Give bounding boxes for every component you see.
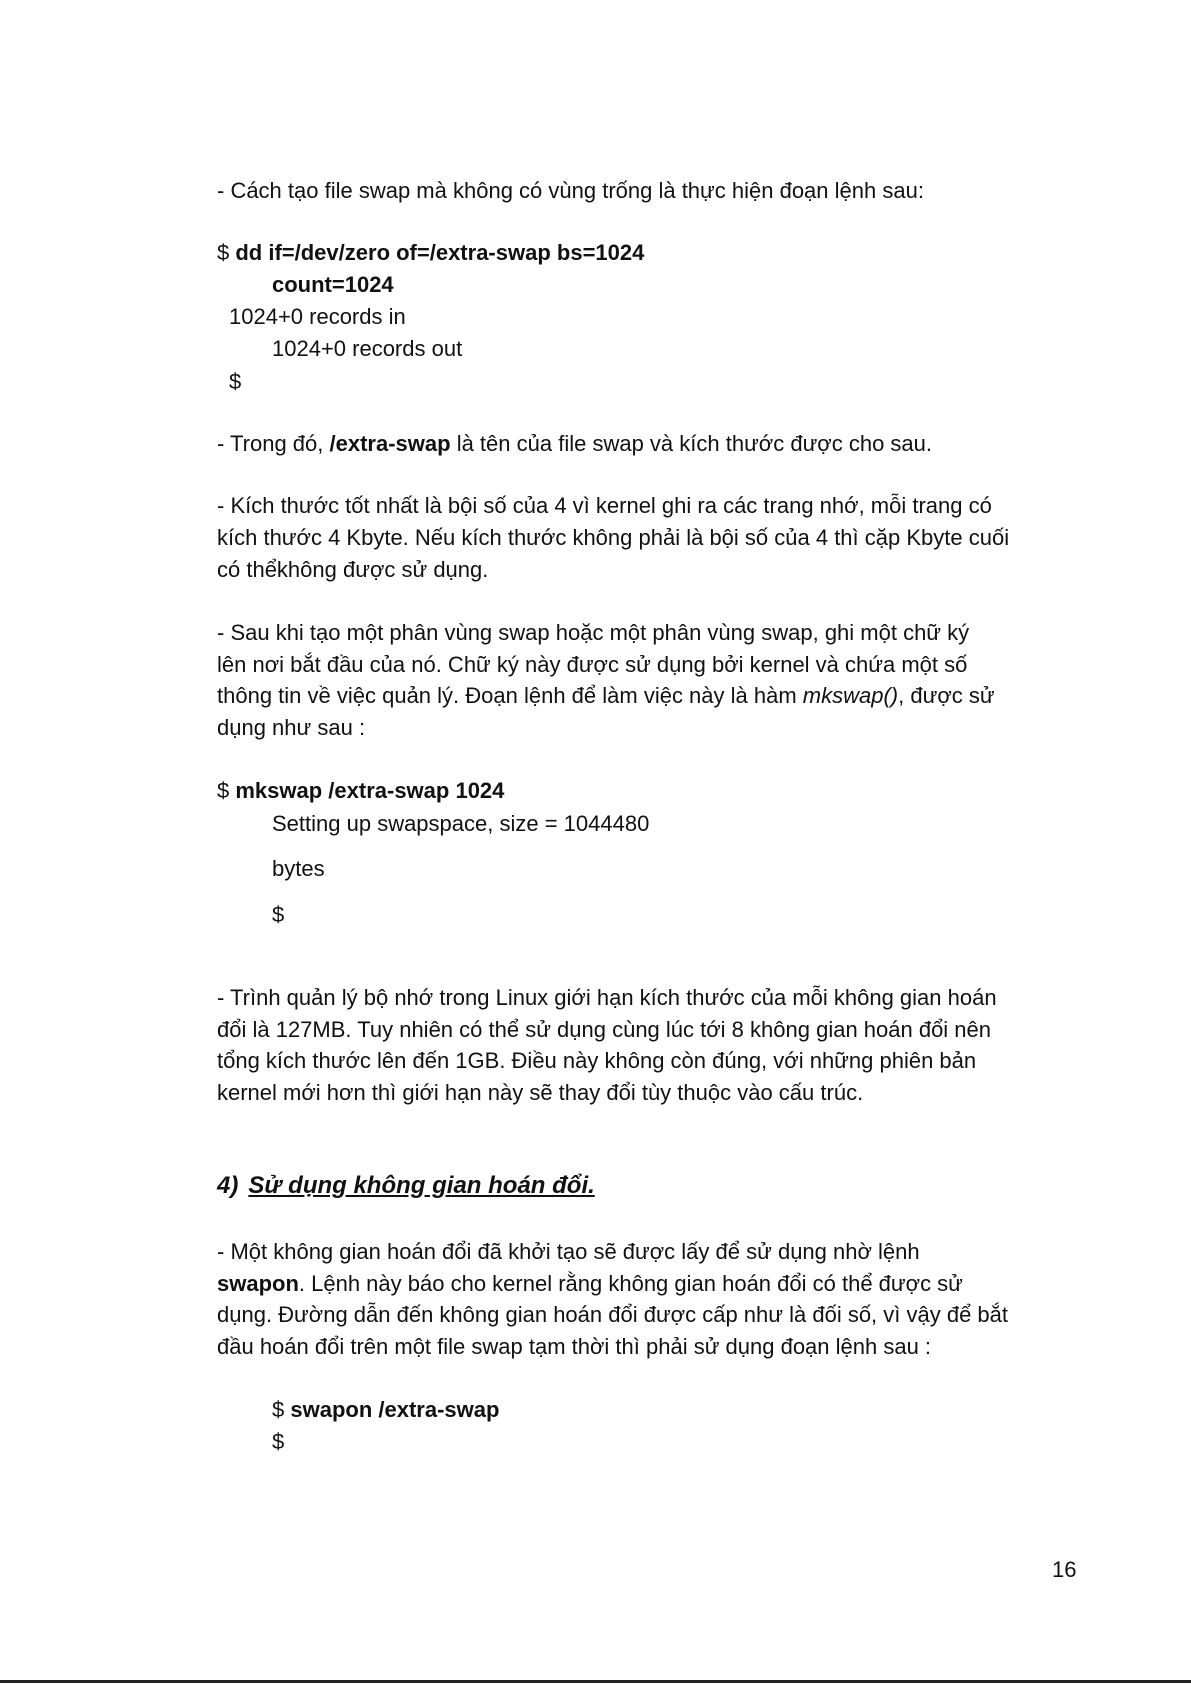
shell-prompt: $ [229, 369, 242, 394]
command-output-line: bytes [272, 856, 325, 881]
command-swapon [272, 1394, 499, 1425]
paragraph-signature-line: - Sau khi tạo một phân vùng swap hoặc một phân vùng swap, ghi một chữ ký [217, 620, 970, 645]
command-output-line: 1024+0 records in [229, 304, 406, 329]
paragraph-swapon-line [217, 1268, 963, 1299]
text: thông tin về việc quản lý. Đoạn lệnh để làm việc này là hàm [217, 683, 803, 708]
prompt: $ [217, 778, 236, 803]
paragraph-size-line: có thểkhông được sử dụng. [217, 557, 489, 582]
command-text: swapon /extra-swap [290, 1397, 500, 1422]
paragraph-limit-line: đổi là 127MB. Tuy nhiên có thể sử dụng cùng lúc tới 8 không gian hoán đổi nên [217, 1017, 992, 1042]
term-swapon: swapon [217, 1271, 299, 1296]
prompt: $ [272, 1397, 291, 1422]
command-output-line: Setting up swapspace, size = 1044480 [272, 811, 650, 836]
section-heading [217, 1170, 595, 1202]
paragraph-signature-line: dụng như sau : [217, 715, 366, 740]
paragraph-size-line: - Kích thước tốt nhất là bội số của 4 vì kernel ghi ra các trang nhớ, mỗi trang có [217, 493, 992, 518]
command-output-line: 1024+0 records out [272, 336, 463, 361]
function-mkswap: mkswap() [802, 683, 899, 708]
shell-prompt: $ [272, 902, 285, 927]
text: . Lệnh này báo cho kernel rằng không gian hoán đổi có thể được sử [298, 1271, 963, 1296]
shell-prompt: $ [272, 1429, 285, 1454]
command-mkswap [217, 775, 504, 806]
section-number: 4) [217, 1172, 239, 1199]
prompt: $ [217, 240, 236, 265]
page-number: 16 [1052, 1557, 1077, 1582]
command-dd-continuation: count=1024 [272, 272, 394, 297]
paragraph-size-line: kích thước 4 Kbyte. Nếu kích thước không phải là bội số của 4 thì cặp Kbyte cuối [217, 525, 1010, 550]
command-text: dd if=/dev/zero of=/extra-swap bs=1024 [235, 240, 645, 265]
paragraph-swapon-line: - Một không gian hoán đổi đã khởi tạo sẽ được lấy để sử dụng nhờ lệnh [217, 1239, 920, 1264]
paragraph-signature-line [217, 680, 995, 711]
text: , được sử [898, 683, 995, 708]
paragraph-swapon-line: đầu hoán đổi trên một file swap tạm thời thì phải sử dụng đoạn lệnh sau : [217, 1334, 932, 1359]
bottom-border-line [0, 1680, 1191, 1683]
paragraph-limit-line: kernel mới hơn thì giới hạn này sẽ thay đổi tùy thuộc vào cấu trúc. [217, 1080, 864, 1105]
command-text: mkswap /extra-swap 1024 [235, 778, 505, 803]
paragraph-extra-swap-explain [217, 428, 932, 459]
text: là tên của file swap và kích thước được cho sau. [450, 431, 932, 456]
paragraph-swap-file-intro: - Cách tạo file swap mà không có vùng trống là thực hiện đoạn lệnh sau: [217, 178, 924, 203]
paragraph-limit-line: - Trình quản lý bộ nhớ trong Linux giới hạn kích thước của mỗi không gian hoán [217, 985, 997, 1010]
term-extra-swap: /extra-swap [329, 431, 451, 456]
text: - Trong đó, [217, 431, 330, 456]
paragraph-limit-line: tổng kích thước lên đến 1GB. Điều này không còn đúng, với những phiên bản [217, 1048, 977, 1073]
paragraph-signature-line: lên nơi bắt đầu của nó. Chữ ký này được sử dụng bởi kernel và chứa một số [217, 652, 968, 677]
paragraph-swapon-line: dụng. Đường dẫn đến không gian hoán đổi được cấp như là đối số, vì vậy để bắt [217, 1302, 1009, 1327]
command-dd [217, 237, 644, 268]
section-title: Sử dụng không gian hoán đổi. [248, 1172, 595, 1199]
